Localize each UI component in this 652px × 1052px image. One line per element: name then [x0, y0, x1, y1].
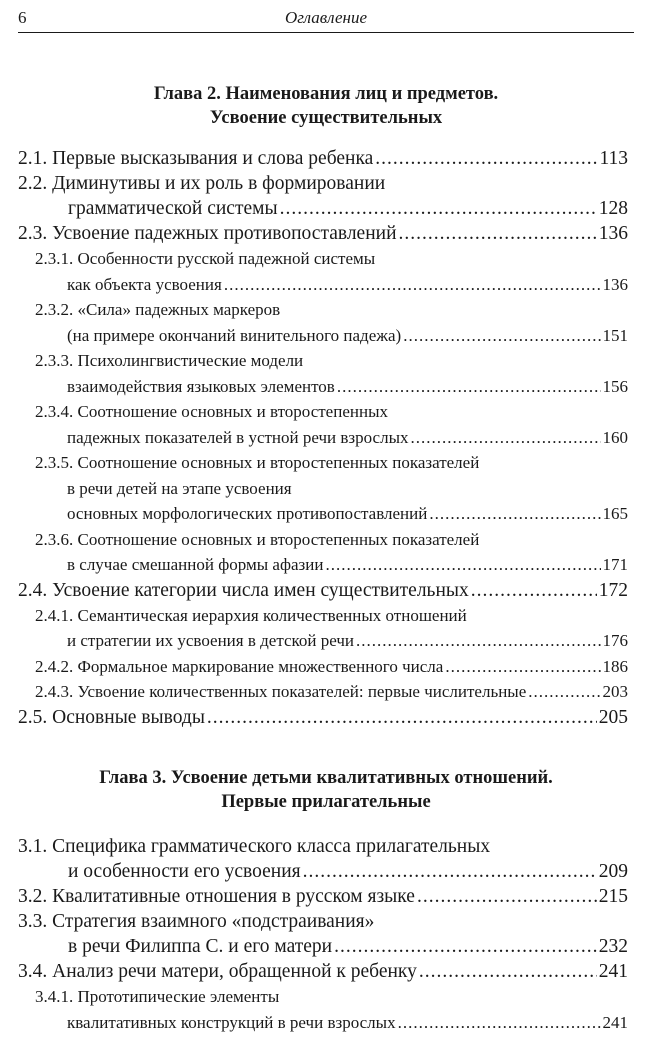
- toc-page-number: 113: [599, 148, 628, 169]
- toc-page-number: 136: [602, 274, 628, 294]
- toc-page-number: 172: [598, 579, 628, 601]
- toc-entry-line: [18, 1010, 628, 1036]
- toc-entry-line: [18, 552, 628, 578]
- toc-entry-line: [18, 628, 628, 654]
- chapter-2-toc: [18, 146, 628, 730]
- toc-page-number: 160: [602, 427, 628, 447]
- toc-page-number: 241: [598, 961, 628, 982]
- toc-entry: [18, 297, 628, 348]
- toc-entry-line: [18, 603, 628, 629]
- dot-leader: [411, 425, 601, 451]
- dot-leader: [429, 501, 600, 527]
- toc-entry-line: [18, 909, 628, 934]
- toc-entry: [18, 705, 628, 730]
- toc-entry: [18, 221, 628, 246]
- toc-entry-text: как объекта усвоения: [67, 274, 222, 294]
- toc-entry-line: [18, 399, 628, 425]
- toc-entry-text: 2.4. Усвоение категории числа имен существительных: [18, 579, 469, 601]
- toc-entry-line: [18, 934, 628, 959]
- toc-entry-line: [18, 834, 628, 859]
- chapter-title-line: Первые прилагательные: [221, 792, 431, 812]
- toc-entry-line: [18, 959, 628, 984]
- toc-page-number: 136: [598, 223, 628, 244]
- toc-entry: [18, 171, 628, 221]
- toc-entry-line: [18, 146, 628, 171]
- dot-leader: [280, 196, 597, 221]
- dot-leader: [398, 1010, 601, 1036]
- toc-entry-text: 3.1. Специфика грамматического класса прилагательных: [18, 836, 491, 857]
- toc-page-number: 232: [598, 936, 628, 957]
- toc-entry: [18, 984, 628, 1035]
- toc-page-number: 241: [602, 1012, 628, 1032]
- toc-entry-line: [18, 272, 628, 298]
- toc-entry-text: 2.3. Усвоение падежных противопоставлений: [18, 223, 397, 244]
- toc-entry-line: [18, 984, 628, 1010]
- dot-leader: [471, 578, 597, 603]
- chapter-title-line: Глава 3. Усвоение детьми квалитативных отношений.: [99, 768, 553, 788]
- toc-page-number: 215: [598, 886, 628, 907]
- toc-entry-text: 3.4.1. Прототипические элементы: [35, 987, 280, 1006]
- toc-page-number: 176: [602, 631, 628, 650]
- toc-entry-text: и стратегии их усвоения в детской речи: [67, 631, 355, 650]
- toc-entry-text: 2.4.1. Семантическая иерархия количественных отношений: [35, 605, 467, 625]
- toc-entry-text: взаимодействия языковых элементов: [67, 376, 335, 396]
- chapter-3-heading: [18, 766, 634, 814]
- dot-leader: [403, 323, 600, 349]
- toc-entry-line: [18, 527, 628, 553]
- toc-entry-text: 2.1. Первые высказывания и слова ребенка: [18, 148, 374, 169]
- toc-entry-line: [18, 501, 628, 527]
- chapter-title-line: Усвоение существительных: [209, 108, 443, 128]
- toc-entry-line: [18, 246, 628, 272]
- dot-leader: [445, 654, 600, 680]
- toc-entry-line: [18, 859, 628, 884]
- page-header: [18, 6, 634, 33]
- toc-entry-text: основных морфологических противопоставлений: [67, 504, 428, 523]
- toc-entry: [18, 527, 628, 578]
- dot-leader: [337, 374, 601, 400]
- toc-entry: [18, 654, 628, 680]
- toc-entry: [18, 603, 628, 654]
- chapter-title-line: Глава 2. Наименования лиц и предметов.: [153, 84, 499, 104]
- toc-entry-line: [18, 654, 628, 680]
- toc-entry-text: в речи детей на этапе усвоения: [67, 478, 292, 498]
- toc-entry-line: [18, 450, 628, 476]
- toc-entry-text: 2.3.3. Психолингвистические модели: [35, 351, 304, 370]
- running-title: Оглавление: [284, 8, 368, 27]
- dot-leader: [375, 146, 597, 171]
- toc-page-number: 151: [602, 325, 628, 345]
- toc-entry-line: [18, 425, 628, 451]
- toc-page-number: 156: [602, 376, 628, 396]
- dot-leader: [419, 959, 597, 984]
- toc-page-number: 209: [598, 861, 628, 882]
- toc-entry-text: 2.4.2. Формальное маркирование множественного числа: [35, 656, 444, 676]
- toc-entry-line: [18, 297, 628, 323]
- toc-entry-line: [18, 171, 628, 196]
- toc-entry-text: 2.3.5. Соотношение основных и второстепенных показателей: [35, 453, 480, 472]
- page-number: 6: [18, 8, 27, 27]
- toc-entry-text: в речи Филиппа С. и его матери: [68, 936, 333, 957]
- toc-page-number: 171: [602, 555, 628, 574]
- toc-entry-text: 2.3.2. «Сила» падежных маркеров: [35, 300, 281, 319]
- toc-entry-line: [18, 323, 628, 349]
- toc-entry-line: [18, 221, 628, 246]
- dot-leader: [399, 221, 597, 246]
- dot-leader: [334, 934, 597, 959]
- toc-entry-line: [18, 679, 628, 705]
- toc-entry: [18, 399, 628, 450]
- toc-entry-text: квалитативных конструкций в речи взрослых: [67, 1012, 396, 1032]
- toc-entry: [18, 909, 628, 959]
- toc-entry: [18, 884, 628, 909]
- toc-entry: [18, 834, 628, 884]
- toc-entry-text: падежных показателей в устной речи взрослых: [67, 427, 409, 447]
- toc-entry-text: 3.3. Стратегия взаимного «подстраивания»: [18, 911, 375, 932]
- dot-leader: [224, 272, 601, 298]
- toc-entry-text: 3.2. Квалитативные отношения в русском языке: [18, 886, 415, 907]
- dot-leader: [356, 628, 600, 654]
- toc-entry-text: 3.4. Анализ речи матери, обращенной к ребенку: [18, 961, 417, 982]
- toc-page-number: 165: [602, 504, 628, 523]
- toc-entry: [18, 450, 628, 527]
- toc-entry: [18, 246, 628, 297]
- toc-entry-line: [18, 348, 628, 374]
- toc-entry: [18, 959, 628, 984]
- toc-entry: [18, 146, 628, 171]
- toc-entry-text: 2.3.6. Соотношение основных и второстепенных показателей: [35, 529, 480, 549]
- toc-page-number: 186: [602, 656, 628, 676]
- toc-entry-line: [18, 884, 628, 909]
- toc-entry-text: 2.5. Основные выводы: [18, 706, 205, 728]
- toc-entry-text: грамматической системы: [68, 198, 278, 219]
- toc-entry-text: 2.3.1. Особенности русской падежной системы: [35, 249, 376, 268]
- chapter-2-heading: [18, 82, 634, 130]
- dot-leader: [325, 552, 600, 578]
- toc-entry-text: и особенности его усвоения: [68, 861, 301, 882]
- toc-entry-text: 2.4.3. Усвоение количественных показателей: первые числительные: [35, 682, 527, 701]
- chapter-3-toc: [18, 834, 628, 1035]
- toc-page-number: 128: [598, 198, 628, 219]
- toc-entry: [18, 348, 628, 399]
- toc-entry-line: [18, 705, 628, 730]
- toc-entry-text: 2.2. Диминутивы и их роль в формировании: [18, 173, 386, 194]
- toc-entry-text: 2.3.4. Соотношение основных и второстепенных: [35, 402, 388, 421]
- toc-entry-line: [18, 476, 628, 502]
- dot-leader: [417, 884, 597, 909]
- toc-entry-line: [18, 374, 628, 400]
- toc-entry: [18, 679, 628, 705]
- toc-entry-line: [18, 578, 628, 603]
- toc-entry-text: в случае смешанной формы афазии: [67, 555, 324, 574]
- dot-leader: [207, 705, 597, 730]
- toc-page-number: 205: [598, 706, 628, 728]
- toc-entry-text: (на примере окончаний винительного падежа): [67, 325, 402, 345]
- dot-leader: [303, 859, 597, 884]
- toc-page-number: 203: [602, 682, 628, 701]
- dot-leader: [528, 679, 600, 705]
- toc-entry-line: [18, 196, 628, 221]
- toc-entry: [18, 578, 628, 603]
